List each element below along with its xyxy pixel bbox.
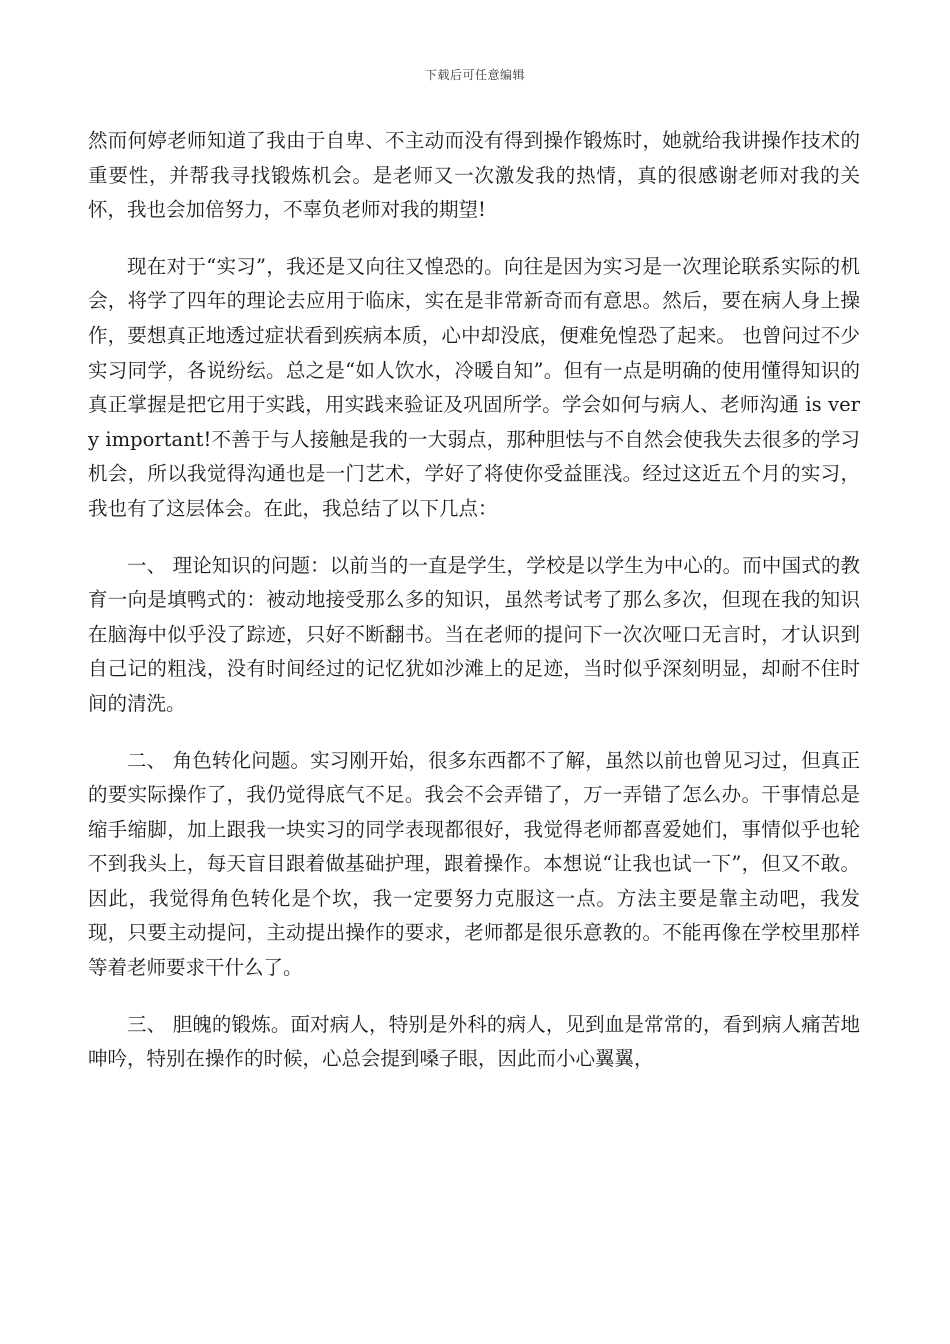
page-header: 下载后可任意编辑: [424, 68, 525, 82]
paragraph-internship-reflection: 现在对于“实习”，我还是又向往又惶恐的。向往是因为实习是一次理论联系实际的机会，将学了四年的理论去应用于临床，实在是非常新奇而有意思。然后，要在病人身上操作，要想真正地透过症状看到疾病本质，心中却没底，便难免惶恐了起来。 也曾问过不少实习同学，各说纷纭。总之是“如人饮水，冷暖自知”。但有一点是明确的使用懂得知识的真正掌握是把它用于实践，用实践来验证及巩固所学。学会如何与病人、老师沟通 is very important!不善于与人接触是我的一大弱点，那种胆怯与不自然会使我失去很多的学习机会，所以我觉得沟通也是一门艺术，学好了将使你受益匪浅。经过这近五个月的实习，我也有了这层体会。在此，我总结了以下几点：: [88, 254, 860, 520]
paragraph-point-two: 二、 角色转化问题。实习刚开始，很多东西都不了解，虽然以前也曾见习过，但真正的要实际操作了，我仍觉得底气不足。我会不会弄错了，万一弄错了怎么办。干事情总是缩手缩脚，加上跟我一块实习的同学表现都很好，我觉得老师都喜爱她们，事情似乎也轮不到我头上，每天盲目跟着做基础护理，跟着操作。本想说“让我也试一下”，但又不敢。因此，我觉得角色转化是个坎，我一定要努力克服这一点。方法主要是靠主动吧，我发现，只要主动提问，主动提出操作的要求，老师都是很乐意教的。不能再像在学校里那样等着老师要求干什么了。: [88, 748, 860, 980]
document-body: [88, 124, 860, 1077]
paragraph-continuation: 然而何婷老师知道了我由于自卑、不主动而没有得到操作锻炼时，她就给我讲操作技术的重要性，并帮我寻找锻炼机会。是老师又一次激发我的热情，真的很感谢老师对我的关怀，我也会加倍努力，不辜负老师对我的期望!: [88, 129, 860, 222]
paragraph-point-three: 三、 胆魄的锻炼。面对病人，特别是外科的病人，见到血是常常的，看到病人痛苦地呻吟，特别在操作的时候，心总会提到嗓子眼，因此而小心翼翼，: [88, 1012, 860, 1071]
paragraph-point-one: 一、 理论知识的问题：以前当的一直是学生，学校是以学生为中心的。而中国式的教育一向是填鸭式的：被动地接受那么多的知识，虽然考试考了那么多次，但现在我的知识在脑海中似乎没了踪迹，只好不断翻书。当在老师的提问下一次次哑口无言时，才认识到自己记的粗浅，没有时间经过的记忆犹如沙滩上的足迹，当时似乎深刻明显，却耐不住时间的清洗。: [88, 553, 860, 715]
